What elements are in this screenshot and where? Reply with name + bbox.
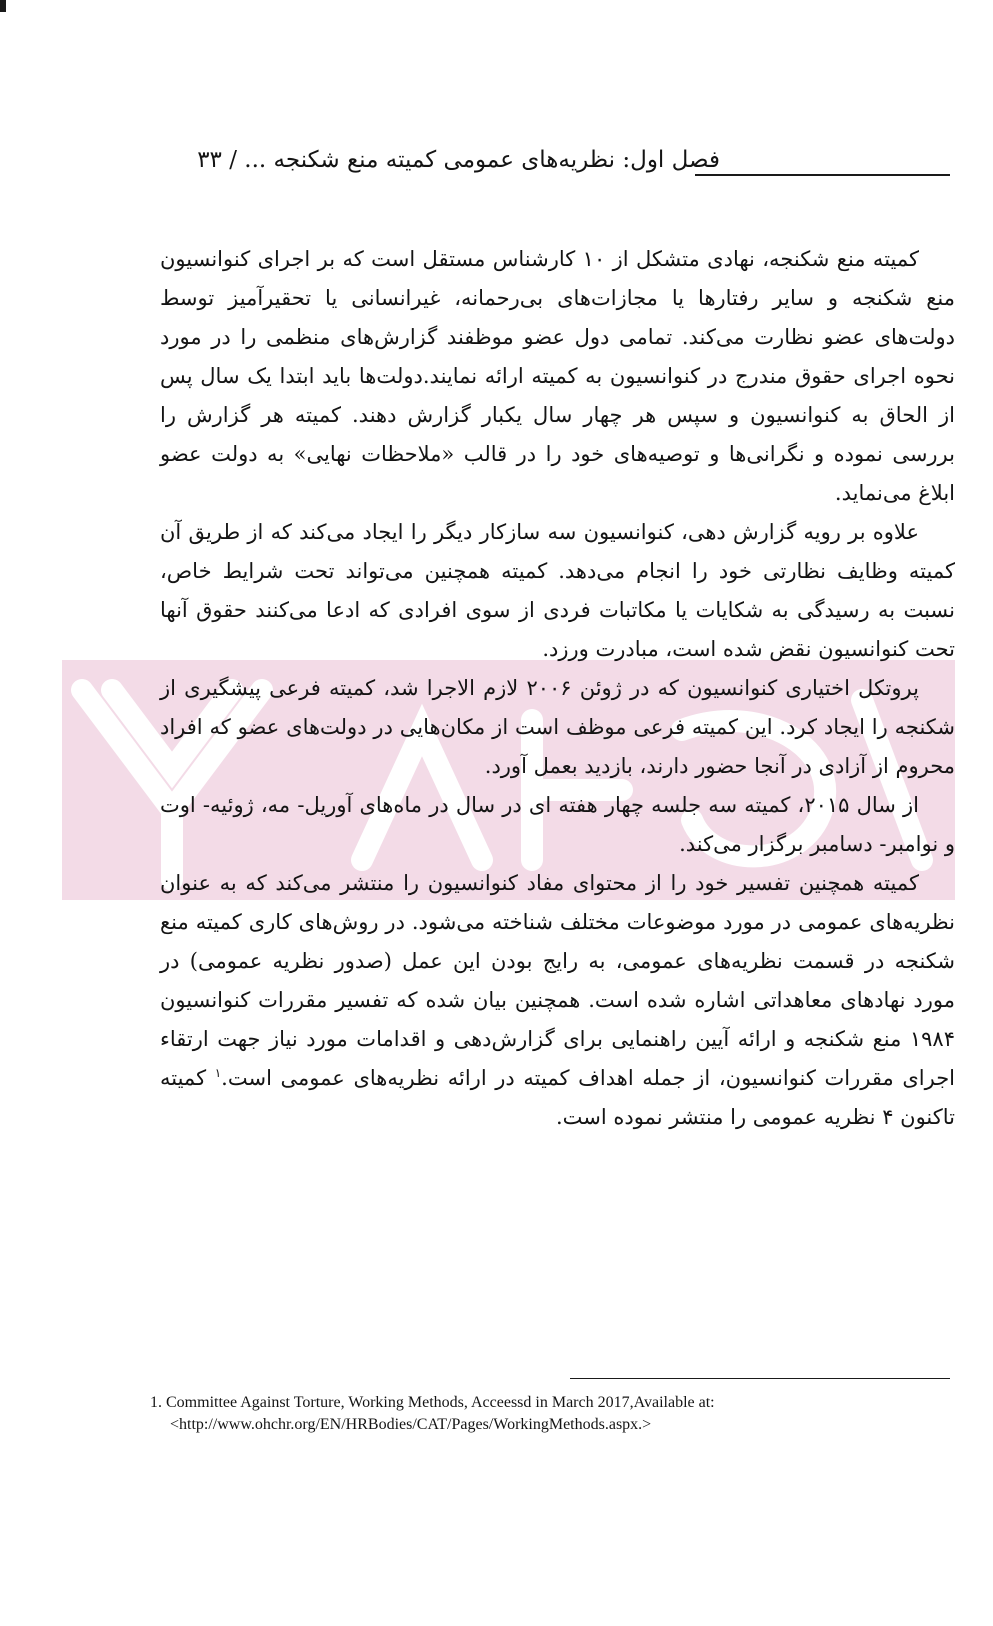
- paragraph-3: پروتکل اختیاری کنوانسیون که در ژوئن ۲۰۰۶ لازم الاجرا شد، کمیته فرعی پیشگیری از شکنجه را ایجاد کرد. این کمیته فرعی موظف است از مکان‌هایی در دولت‌های عضو که افراد محروم از آزادی در آنجا حضور دارند، بازدید بعمل آورد.: [160, 676, 955, 778]
- footnote-url: <http://www.ohchr.org/EN/HRBodies/CAT/Pages/WorkingMethods.aspx.>: [170, 1416, 652, 1433]
- paragraph-5-text: کمیته همچنین تفسیر خود را از محتوای مفاد کنوانسیون را منتشر می‌کند که به عنوان نظریه‌های عمومی در مورد موضوعات مختلف شناخته می‌شود. در روش‌های کاری کمیته منع شکنجه در قسمت نظریه‌های عمومی، به رایج بودن این عمل (صدور نظریه عمومی) در مورد نهادهای معاهداتی اشاره شده است. همچنین بیان شده که تفسیر مقررات کنوانسیون ۱۹۸۴ منع شکنجه و ارائه آیین راهنمایی برای گزارش‌دهی و اقدامات مورد نیاز جهت ارتقاء اجرای مقررات کنوانسیون، از جمله اهداف کمیته در ارائه نظریه‌های عمومی است.: [160, 871, 956, 1090]
- footnote-marker: ۱: [214, 1066, 222, 1080]
- body-text: [160, 240, 955, 1137]
- paragraph-1: کمیته منع شکنجه، نهادی متشکل از ۱۰ کارشناس مستقل است که بر اجرای کنوانسیون منع شکنجه و سایر رفتارها یا مجازات‌های بی‌رحمانه، غیرانسانی یا تحقیرآمیز توسط دولت‌های عضو نظارت می‌کند. تمامی دول عضو موظفند گزارش‌های منظمی را در مورد نحوه اجرای حقوق مندرج در کنوانسیون به کمیته ارائه نمایند.دولت‌ها باید ابتدا یک سال پس از الحاق به کنوانسیون و سپس هر چهار سال یکبار گزارش دهند. کمیته هر گزارش را بررسی نموده و نگرانی‌ها و توصیه‌های خود را در قالب «ملاحظات نهایی» به دولت عضو ابلاغ می‌نماید.: [160, 247, 955, 505]
- scan-corner-mark: [0, 0, 6, 12]
- paragraph-2: علاوه بر رویه گزارش دهی، کنوانسیون سه سازکار دیگر را ایجاد می‌کند که از طریق آن کمیته وظایف نظارتی خود را انجام می‌دهد. کمیته همچنین می‌تواند تحت شرایط خاص، نسبت به رسیدگی به شکایات یا مکاتبات فردی از سوی افرادی که ادعا می‌کنند حقوق آنها تحت کنوانسیون نقض شده است، مبادرت ورزد.: [160, 520, 955, 661]
- footnote-citation: 1. Committee Against Torture, Working Methods, Acceessd in March 2017,Available at:: [150, 1394, 715, 1411]
- footnote-rule: [570, 1378, 950, 1379]
- footnote: [150, 1392, 910, 1436]
- paragraph-4: از سال ۲۰۱۵، کمیته سه جلسه چهار هفته ای در سال در ماه‌های آوریل- مه، ژوئیه- اوت و نوامبر- دسامبر برگزار می‌کند.: [160, 793, 955, 856]
- paragraph-5: [160, 864, 955, 1137]
- running-header: فصل اول: نظریه‌های عمومی کمیته منع شکنجه ... / ۳۳: [197, 147, 720, 173]
- paragraph-5-tail: کمیته تاکنون ۴ نظریه عمومی را منتشر نموده است.: [160, 1066, 955, 1129]
- header-rule: [695, 174, 950, 176]
